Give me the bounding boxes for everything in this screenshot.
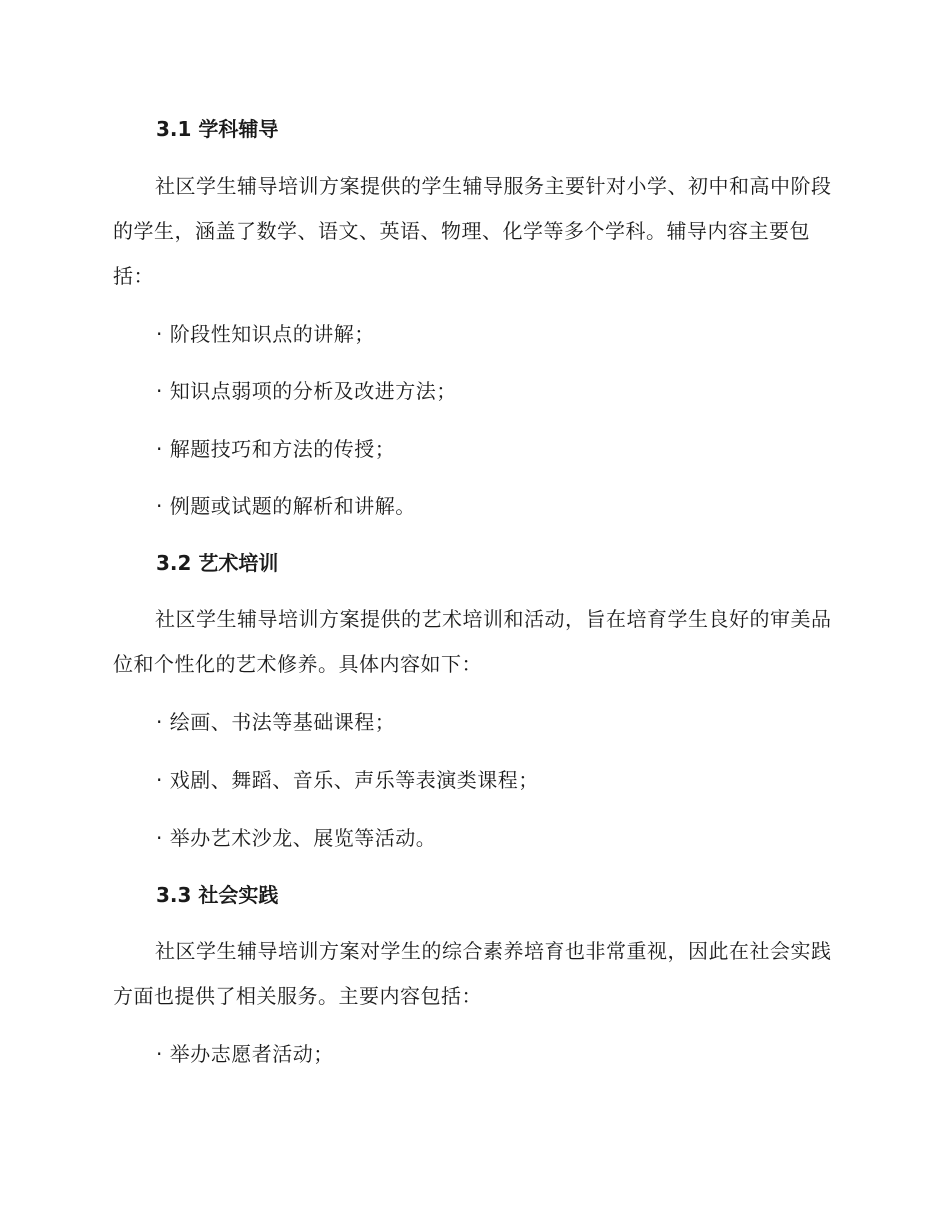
bullet-item: · 举办艺术沙龙、展览等活动。	[156, 826, 437, 850]
bullet-item: · 解题技巧和方法的传授；	[156, 437, 396, 461]
bullet-item: · 例题或试题的解析和讲解。	[156, 494, 416, 518]
bullet-item: · 举办志愿者活动；	[156, 1042, 334, 1066]
bullet-item: · 阶段性知识点的讲解；	[156, 322, 375, 346]
section-paragraph-3-3: 社区学生辅导培训方案对学生的综合素养培育也非常重视，因此在社会实践方面也提供了相关服务。主要内容包括：	[113, 939, 832, 1008]
section-heading-3-3: 3.3 社会实践	[156, 883, 279, 907]
section-heading-3-1: 3.1 学科辅导	[156, 117, 279, 141]
bullet-item: · 绘画、书法等基础课程；	[156, 710, 396, 734]
section-paragraph-3-2: 社区学生辅导培训方案提供的艺术培训和活动，旨在培育学生良好的审美品位和个性化的艺术修养。具体内容如下：	[113, 607, 832, 676]
section-paragraph-3-1: 社区学生辅导培训方案提供的学生辅导服务主要针对小学、初中和高中阶段的学生，涵盖了数学、语文、英语、物理、化学等多个学科。辅导内容主要包括：	[113, 174, 832, 288]
bullet-item: · 戏剧、舞蹈、音乐、声乐等表演类课程；	[156, 768, 539, 792]
bullet-item: · 知识点弱项的分析及改进方法；	[156, 379, 457, 403]
section-heading-3-2: 3.2 艺术培训	[156, 551, 279, 575]
